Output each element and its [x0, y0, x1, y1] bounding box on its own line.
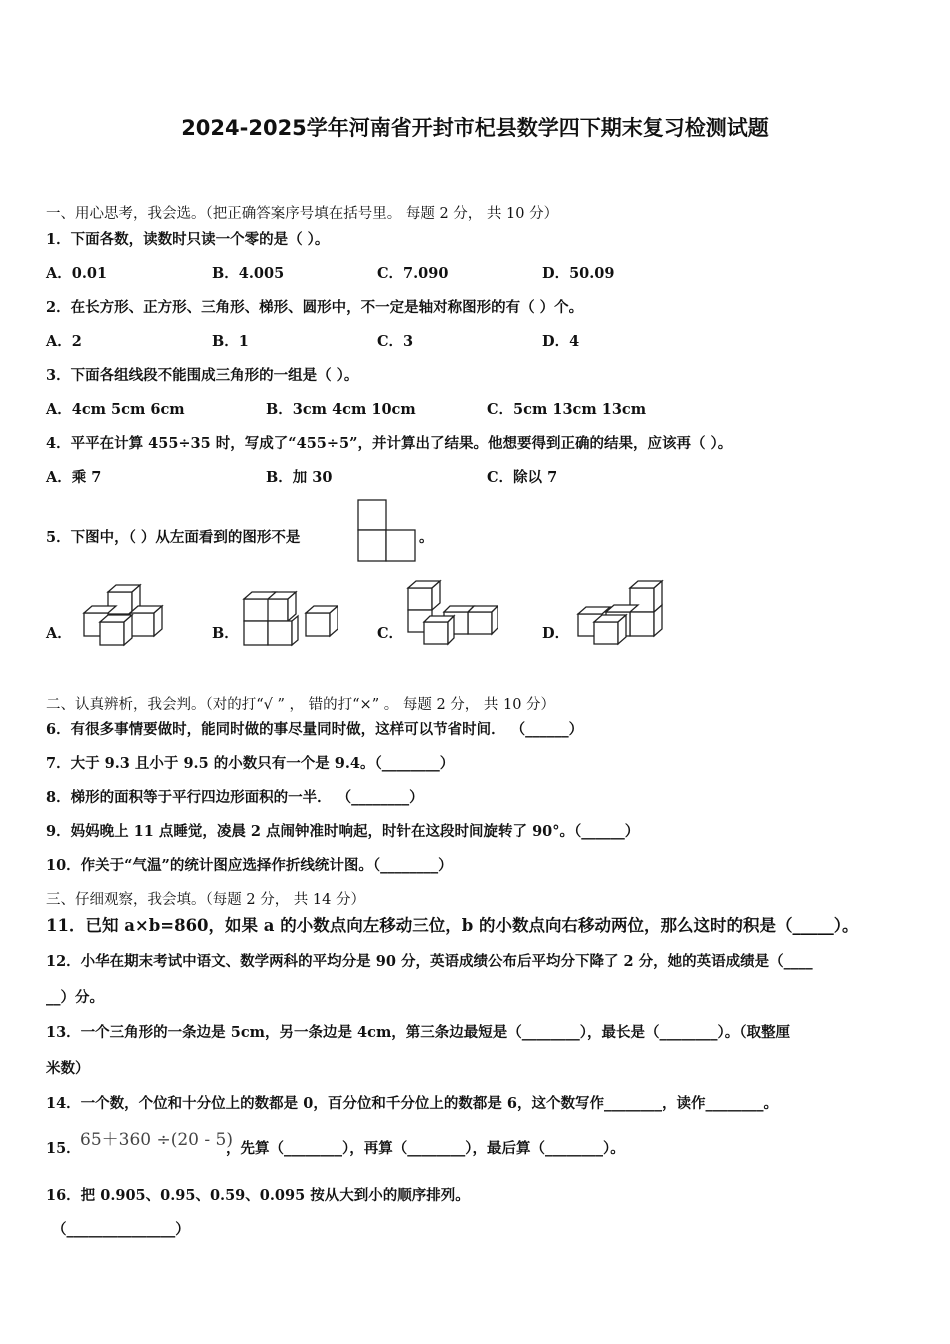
q1-option-d: D．50.09	[542, 265, 615, 282]
question-13: 13．一个三角形的一条边是 5cm，另一条边是 4cm，第三条边最短是（________），最长是（________）。（取整厘	[46, 1024, 791, 1041]
question-3: 3．下面各组线段不能围成三角形的一组是（ ）。	[46, 367, 359, 384]
question-15-label: 15．	[46, 1140, 81, 1157]
q3-option-b: B．3cm 4cm 10cm	[266, 401, 416, 418]
q1-option-c: C．7.090	[377, 265, 449, 282]
question-5-text: 5．下图中，（ ）从左面看到的图形不是	[46, 529, 301, 546]
q15-expression: 65＋360 ÷(20 - 5)	[80, 1130, 233, 1150]
q3-option-c: C．5cm 13cm 13cm	[487, 401, 647, 418]
q5-option-b-cubes	[240, 585, 338, 651]
question-9: 9．妈妈晚上 11 点睡觉，凌晨 2 点闹钟准时响起，时针在这段时间旋转了 90°。（______）	[46, 823, 640, 840]
question-7: 7．大于 9.3 且小于 9.5 的小数只有一个是 9.4。（________）	[46, 755, 455, 772]
question-13-cont: 米数）	[46, 1060, 90, 1077]
question-15: ，先算（________），再算（________），最后算（________）。	[226, 1140, 625, 1157]
q5-option-c-label: C．	[377, 625, 404, 642]
question-5-end: 。	[419, 529, 434, 546]
q5-reference-shape	[356, 498, 418, 564]
q5-option-a-cubes	[78, 580, 170, 650]
q5-option-a-label: A．	[46, 625, 72, 642]
q1-option-a: A．0.01	[46, 265, 108, 282]
q2-option-d: D．4	[542, 333, 580, 350]
section-1-header: 一、用心思考，我会选。（把正确答案序号填在括号里。 每题 2 分， 共 10 分）	[46, 206, 559, 222]
question-1: 1．下面各数，读数时只读一个零的是（ ）。	[46, 231, 330, 248]
q1-option-b: B．4.005	[212, 265, 285, 282]
question-2: 2．在长方形、正方形、三角形、梯形、圆形中，不一定是轴对称图形的有（ ）个。	[46, 299, 584, 316]
question-10: 10．作关于“气温”的统计图应选择作折线统计图。（________）	[46, 857, 453, 874]
question-6: 6．有很多事情要做时，能同时做的事尽量同时做，这样可以节省时间． （______）	[46, 721, 584, 738]
question-12: 12．小华在期末考试中语文、数学两科的平均分是 90 分，英语成绩公布后平均分下降了 2 分，她的英语成绩是（____	[46, 953, 813, 970]
section-3-header: 三、仔细观察，我会填。（每题 2 分， 共 14 分）	[46, 892, 365, 908]
q4-option-b: B．加 30	[266, 469, 333, 486]
q3-option-a: A．4cm 5cm 6cm	[46, 401, 185, 418]
question-16-answer: （_______________）	[52, 1221, 190, 1238]
q2-option-a: A．2	[46, 333, 82, 350]
question-11: 11．已知 a×b=860，如果 a 的小数点向左移动三位，b 的小数点向右移动两位，那么这时的积是（_____）。	[46, 916, 859, 935]
q4-option-a: A．乘 7	[46, 469, 102, 486]
q5-option-b-label: B．	[212, 625, 239, 642]
q4-option-c: C．除以 7	[487, 469, 558, 486]
question-8: 8．梯形的面积等于平行四边形面积的一半． （________）	[46, 789, 424, 806]
q2-option-b: B．1	[212, 333, 249, 350]
q2-option-c: C．3	[377, 333, 414, 350]
q5-option-d-cubes	[572, 578, 668, 648]
question-14: 14．一个数，个位和十分位上的数都是 0，百分位和千分位上的数都是 6，这个数写作________，读作________。	[46, 1095, 778, 1112]
page-title: 2024-2025学年河南省开封市杞县数学四下期末复习检测试题	[181, 116, 769, 140]
q5-option-d-label: D．	[542, 625, 570, 642]
question-12-cont: __）分。	[46, 989, 104, 1006]
q5-option-c-cubes	[404, 578, 498, 648]
section-2-header: 二、认真辨析，我会判。（对的打“√ ” ， 错的打“×” 。 每题 2 分， 共 10 分）	[46, 697, 556, 713]
question-4: 4．平平在计算 455÷35 时，写成了“455÷5”，并计算出了结果。他想要得到正确的结果，应该再（ ）。	[46, 435, 733, 452]
question-16: 16．把 0.905、0.95、0.59、0.095 按从大到小的顺序排列。	[46, 1187, 470, 1204]
